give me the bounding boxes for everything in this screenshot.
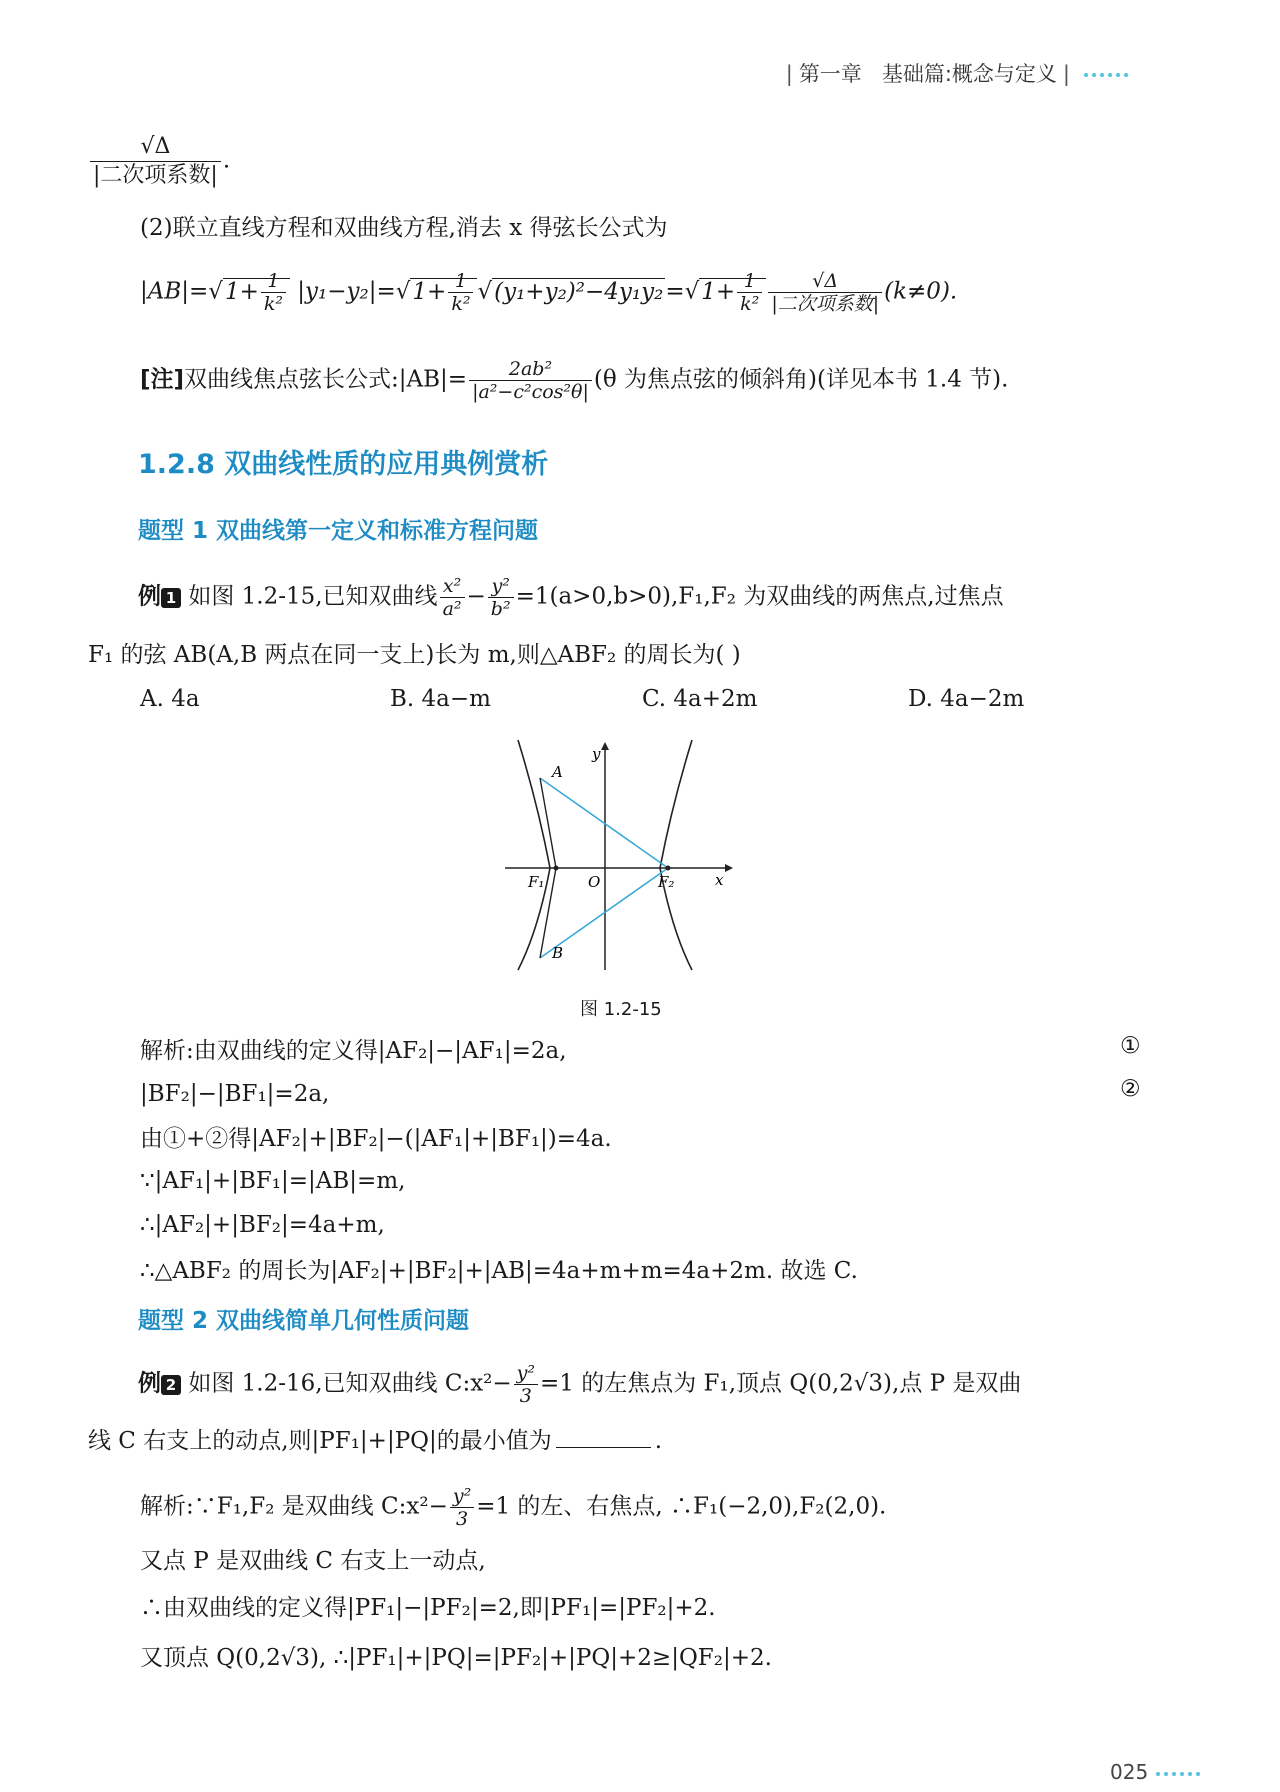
option-c: C. 4a+2m	[642, 686, 758, 712]
chapter-label: 第一章	[798, 62, 862, 86]
label-F1: F₁	[528, 873, 545, 891]
top-fraction-line: $\frac{√\Delta}{\text{|二次项系数|}}$ .	[88, 133, 230, 190]
point-F2	[666, 866, 671, 871]
note-label: [注]	[140, 366, 185, 393]
type1-heading: 题型 1 双曲线第一定义和标准方程问题	[138, 518, 539, 544]
label-x: x	[715, 871, 724, 889]
note-fraction: $\frac{\text{2ab²}}{\text{|a²−c²cos²θ|}}$	[469, 358, 592, 403]
solution2-line2: 又点 P 是双曲线 C 右支上一动点,	[140, 1548, 486, 1574]
solution2-line4: 又顶点 Q(0,2√3), ∴|PF₁|+|PQ|=|PF₂|+|PQ|+2≥|QF₂|+2.	[140, 1645, 772, 1671]
eq-marker-2: ②	[1120, 1076, 1141, 1102]
header-dots-decoration	[1082, 71, 1130, 79]
type2-heading: 题型 2 双曲线简单几何性质问题	[138, 1308, 470, 1334]
section-label: 基础篇:概念与定义	[881, 62, 1057, 86]
hyperbola-figure	[500, 735, 740, 975]
solution2-line1: 解析:∵F₁,F₂ 是双曲线 C:x²− $\frac{\text{y²}}{3}$ =1 的左、右焦点, ∴F₁(−2,0),F₂(2,0).	[140, 1485, 887, 1530]
example2-line1: 例 2 如图 1.2-16,已知双曲线 C:x²− $\frac{\text{y²}}{3}$ =1 的左焦点为 F₁,顶点 Q(0,2√3),点 P 是双曲	[138, 1362, 1022, 1407]
segment-AF2	[540, 778, 668, 868]
solution1-line6: ∴△ABF₂ 的周长为|AF₂|+|BF₂|+|AB|=4a+m+m=4a+2m. 故选 C.	[140, 1258, 858, 1284]
example1-line1: 例 1 如图 1.2-15,已知双曲线 $\frac{\text{x²}}{\text{a²}}$ − $\frac{\text{y²}}{\text{b²}}$ =1(a>0,b>0),F₁,F₂ 为双曲线的两焦点,过焦点	[138, 575, 1004, 620]
solution1-line1: 解析:由双曲线的定义得|AF₂|−|AF₁|=2a,	[140, 1038, 567, 1064]
label-B: B	[552, 944, 564, 962]
solution1-line3: 由①+②得|AF₂|+|BF₂|−(|AF₁|+|BF₁|)=4a.	[140, 1126, 612, 1152]
example2-number-badge: 2	[161, 1375, 181, 1395]
point-F1	[554, 866, 559, 871]
option-b: B. 4a−m	[390, 686, 491, 712]
note-line: [注]双曲线焦点弦长公式:|AB|= $\frac{\text{2ab²}}{\text{|a²−c²cos²θ|}}$ (θ 为焦点弦的倾斜角)(详见本书 1.4 节).	[140, 358, 1009, 403]
eq-marker-1: ①	[1120, 1033, 1141, 1059]
solution1-line2: |BF₂|−|BF₁|=2a,	[140, 1081, 330, 1107]
example1-number-badge: 1	[161, 588, 181, 608]
top-fraction: $\frac{√\Delta}{\text{|二次项系数|}}$	[90, 133, 221, 190]
para-2: (2)联立直线方程和双曲线方程,消去 x 得弦长公式为	[140, 215, 668, 241]
option-d: D. 4a−2m	[908, 686, 1025, 712]
label-y: y	[592, 745, 601, 763]
solution2-line3: ∴由双曲线的定义得|PF₁|−|PF₂|=2,即|PF₁|=|PF₂|+2.	[140, 1595, 716, 1621]
option-a: A. 4a	[140, 686, 200, 712]
x-axis-arrow	[725, 864, 733, 872]
solution1-line4: ∵|AF₁|+|BF₁|=|AB|=m,	[140, 1168, 406, 1194]
answer-blank	[556, 1447, 651, 1448]
solution1-line5: ∴|AF₂|+|BF₂|=4a+m,	[140, 1212, 385, 1238]
figure-caption: 图 1.2-15	[580, 999, 662, 1020]
section-heading: 1.2.8 双曲线性质的应用典例赏析	[138, 449, 549, 480]
label-A: A	[552, 763, 563, 781]
example2-line2: 线 C 右支上的动点,则|PF₁|+|PQ|的最小值为 .	[88, 1428, 663, 1454]
label-F2: F₂	[658, 873, 675, 891]
right-branch	[660, 740, 692, 970]
chord-formula: |AB|=√1+ $\frac{1}{\text{k²}}$ |y₁−y₂|=√1+ $\frac{1}{\text{k²}}$ √(y₁+y₂)²−4y₁y₂=√1+ $\frac{1}{\text{k²}}$ $\frac{√\Delta}{\text{|二次项系数|}}$ (k≠0).	[140, 270, 958, 315]
running-header: | 第一章 基础篇:概念与定义 |	[780, 58, 1130, 88]
footer-dots-decoration	[1154, 1770, 1202, 1778]
left-branch	[518, 740, 550, 970]
label-O: O	[588, 873, 601, 891]
y-axis-arrow	[601, 742, 609, 750]
example1-line2: F₁ 的弦 AB(A,B 两点在同一支上)长为 m,则△ABF₂ 的周长为( )	[88, 642, 741, 668]
page-number: 025	[1110, 1760, 1202, 1784]
